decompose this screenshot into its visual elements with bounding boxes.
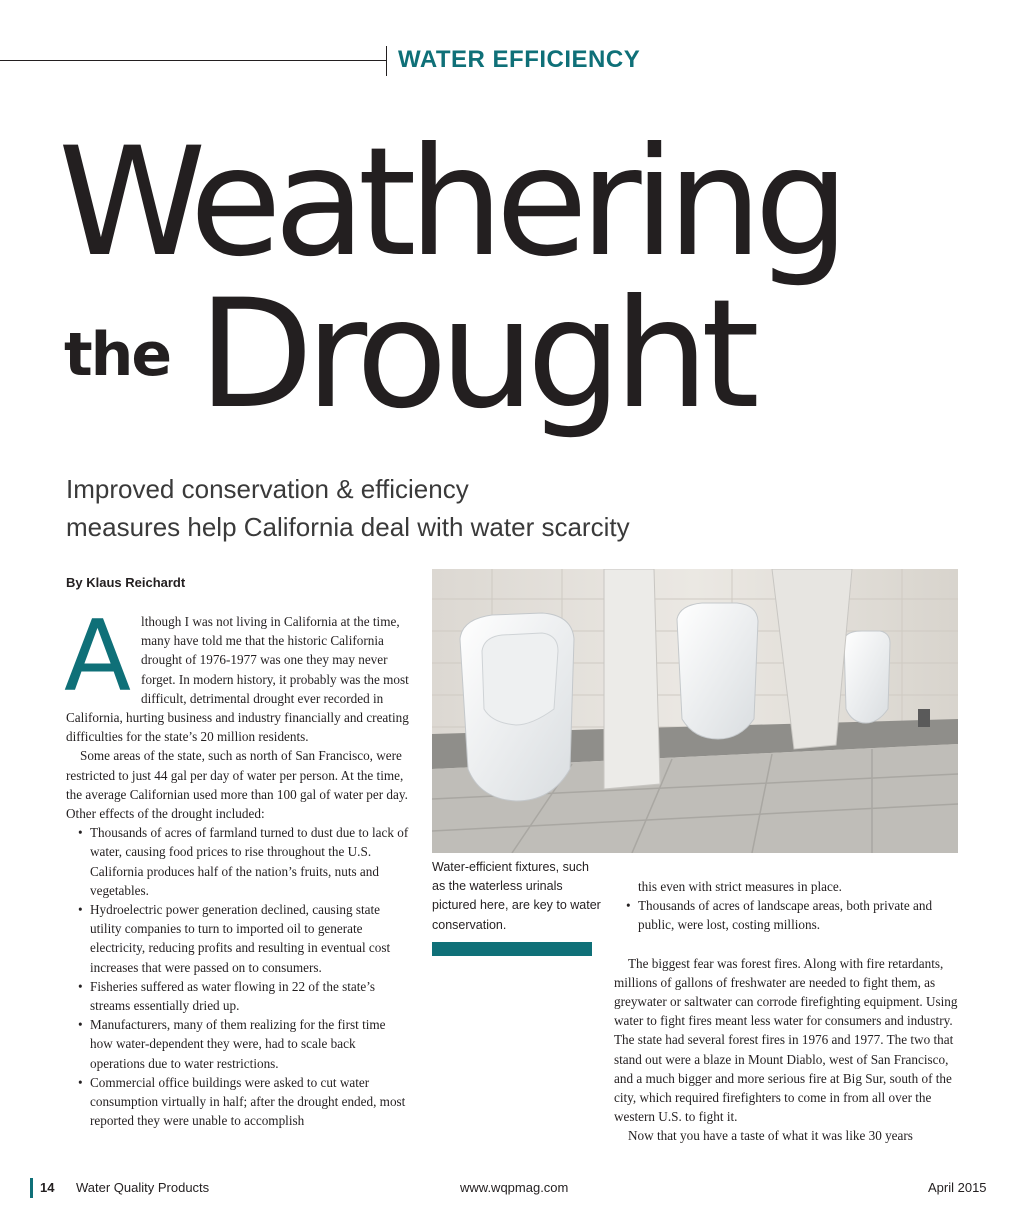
issue-date: April 2015 (928, 1180, 987, 1195)
publication-name: Water Quality Products (76, 1180, 210, 1195)
title-line-1: Weathering (58, 116, 842, 290)
left-column (64, 600, 410, 1130)
footer-url: www.wqpmag.com (460, 1180, 569, 1195)
effects-list (66, 823, 410, 1130)
byline: By Klaus Reichardt (66, 575, 186, 590)
section-label: WATER EFFICIENCY (398, 46, 641, 73)
intro-text: lthough I was not living in California at the time, many have told me that the historic California drought of 1976-1977 was one they may never forget. In modern history, it probably was the most difficult, detrimental drought ever recorded in California, hurting business and industry financially and creating difficulties for the state’s 20 million residents. (66, 614, 409, 745)
paragraph-3: The biggest fear was forest fires. Along with fire retardants, millions of gallons of freshwater are needed to fight them, as greywater or saltwater can corrode firefighting equipment. Using water to fight fires meant less water for consumers and industry. The state had several forest fires in 1976 and 1977. The two that stand out were a blaze in Mount Diablo, west of San Francisco, and a much bigger and more serious fire at Big Sur, south of the city, which required firefighters to come in from all over the western U.S. to fight it. (614, 955, 958, 1125)
list-item-continued: this even with strict measures in place. (638, 879, 842, 894)
title-line-2: Drought (198, 268, 752, 442)
list-item: • Fisheries suffered as water flowing in 22 of the state’s streams essentially dried up. (90, 977, 410, 1015)
title-article: the (64, 320, 171, 390)
footer-accent-bar (30, 1178, 33, 1198)
page-number: 14 (40, 1180, 55, 1195)
urinals-illustration (432, 569, 958, 853)
list-item: • Thousands of acres of farmland turned to dust due to lack of water, causing food prices to rise throughout the U.S. California produces half of the nation’s fruits, nuts and vegetables. (90, 823, 410, 900)
subtitle-line-2: measures help California deal with water scarcity (66, 512, 630, 542)
caption-accent-bar (432, 942, 592, 956)
effects-list-continued (614, 877, 960, 935)
intro-paragraph (64, 600, 410, 746)
urinals-photo (432, 569, 958, 853)
list-item: • Manufacturers, many of them realizing for the first time how water-dependent they were, had to scale back operations due to water restrictions. (90, 1015, 410, 1073)
paragraph-4: Now that you have a taste of what it was like 30 years (628, 1128, 913, 1144)
subtitle-line-1: Improved conservation & efficiency (66, 474, 469, 504)
list-item: • Thousands of acres of landscape areas, both private and public, were lost, costing millions. (638, 896, 960, 934)
subtitle (66, 470, 766, 546)
list-item: • Commercial office buildings were asked to cut water consumption virtually in half; after the drought ended, most reported they were unable to accomplish (90, 1073, 410, 1131)
list-item: • Hydroelectric power generation declined, causing state utility companies to turn to imported oil to generate electricity, reducing profits and resulting in eventual cost increases that were passed on to consumers. (90, 900, 410, 977)
photo-caption: Water-efficient fixtures, such as the waterless urinals pictured here, are key to water conservation. (432, 860, 601, 932)
drop-cap: A (64, 600, 132, 714)
paragraph-2: Some areas of the state, such as north of San Francisco, were restricted to just 44 gal per day of water per person. At the time, the average Californian used more than 100 gal of water per day. Other effects of the drought included: (66, 748, 408, 822)
header-divider (386, 46, 387, 76)
right-column (614, 877, 960, 1146)
header-rule (0, 60, 386, 61)
